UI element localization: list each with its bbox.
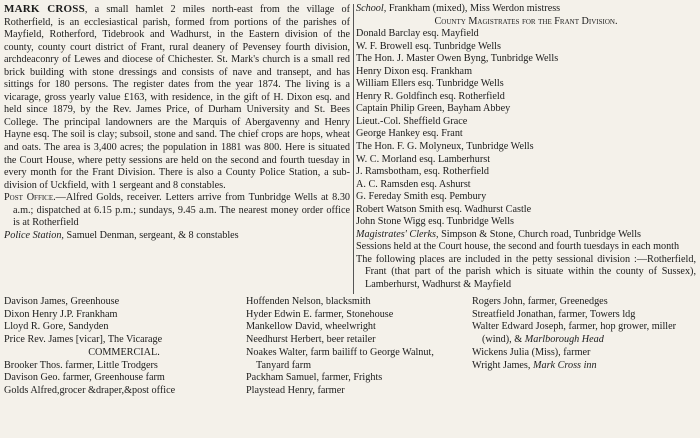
directory-entry-text: Wright James, — [472, 359, 533, 371]
clerks-text: Simpson & Stone, Church road, Tunbridge Wells — [438, 228, 642, 240]
directory-entry-text: Price Rev. James [vicar], The Vicarage — [4, 334, 163, 346]
directory-entry — [4, 385, 244, 398]
directory-entry-text: Playstead Henry, farmer — [246, 384, 345, 396]
directory-column-3 — [472, 296, 698, 372]
directory-entry — [472, 296, 698, 309]
post-office-entry — [4, 192, 350, 230]
police-station-entry — [4, 230, 350, 243]
directory-entry — [246, 347, 468, 372]
petty-sessional-entry: The following places are included in the petty sessional division :—Rotherfield, Frant (that part of the parish which is situate within the county of Sussex), Lamberhurst, Wadhurst & Mayfield — [356, 253, 696, 291]
directory-entry-text: Rogers John, farmer, Greenedges — [472, 296, 608, 307]
directory-entry-text: Packham Samuel, farmer, Frights — [246, 372, 383, 384]
directory-entry — [472, 347, 698, 360]
magistrate-entry: Lieut.-Col. Sheffield Grace — [356, 115, 468, 127]
directory-entry-text: Hyder Edwin E. farmer, Stonehouse — [246, 308, 394, 320]
directory-entry — [4, 296, 244, 309]
directory-entry — [4, 360, 244, 373]
school-text: Frankham (mixed), Miss Werdon mistress — [386, 3, 561, 14]
magistrates-clerks-entry — [356, 229, 696, 242]
directory-entry-italic: Marlborough Head — [524, 334, 604, 346]
directory-entry — [4, 334, 244, 347]
magistrate-entry: W. F. Browell esq. Tunbridge Wells — [356, 40, 501, 52]
magistrate-entry: W. C. Morland esq. Lamberhurst — [356, 153, 491, 165]
directory-entry-text: Lloyd R. Gore, Sandyden — [4, 321, 109, 333]
directory-entry — [246, 296, 468, 309]
directory-entry-text: Mankellow David, wheelwright — [246, 321, 376, 333]
place-name: MARK CROSS — [4, 3, 85, 15]
right-column — [356, 3, 696, 292]
directory-entry-text: Davison Geo. farmer, Greenhouse farm — [4, 372, 165, 384]
magistrate-entry: Donald Barclay esq. Mayfield — [356, 28, 479, 40]
magistrate-entry: Henry R. Goldfinch esq. Rotherfield — [356, 90, 505, 102]
directory-entry — [472, 321, 698, 346]
commercial-heading: COMMERCIAL. — [88, 346, 160, 358]
directory-entry — [4, 321, 244, 334]
magistrate-entry: The Hon. J. Master Owen Byng, Tunbridge Wells — [356, 53, 559, 65]
directory-entry-italic: Mark Cross inn — [533, 359, 597, 371]
magistrate-entry: William Ellers esq. Tunbridge Wells — [356, 78, 504, 90]
parish-intro-text: , a small hamlet 2 miles north-east from the village of Rotherfield, is an ecclesiastical parish, formed from portions of the parishes of Mayfield, Rotherford, Tidebrook and Wadhurst, in the Eastern division of the county, county court district of Frant, rural deanery of Pevensey fourth division, archdeaconry of Lewes and diocese of Chichester. St. Mark's church is a small red brick building with stone dressings and consists of nave and transept, and has sittings for 180 persons. The register dates from the year 1874. The living is a vicarage, gross yearly value £163, with residence, in the gift of H. Dixon esq. and held since 1879, by the Rev. James Price, of Durham University and St. Bees College. The principal landowners are the Marquis of Abergavenny and Henry Hayne esq. The soil is clay; subsoil, stone and sand. The chief crops are hops, wheat and oats. The area is 3,400 acres; the population in 1881 was 800. Here is situated the Court House, where petty sessions are held on the second and fourth tuesday in every month for the Frant Division. There is also a County Police Station, a sub-division of Uckfield, with 1 sergeant and 8 constables. — [4, 4, 350, 191]
left-column — [4, 3, 350, 242]
post-office-text: —Alfred Golds, receiver. Letters arrive from Tunbridge Wells at 8.30 a.m.; dispatched at 6.15 p.m.; sundays, 9.45 a.m. The nearest money order office is at Rotherfield — [13, 192, 351, 229]
directory-entry — [472, 309, 698, 322]
directory-entry — [4, 309, 244, 322]
magistrate-entry: J. Ramsbotham, esq. Rotherfield — [356, 166, 489, 178]
magistrate-entry: Captain Philip Green, Bayham Abbey — [356, 103, 511, 115]
directory-entry — [4, 372, 244, 385]
magistrate-entry: Robert Watson Smith esq. Wadhurst Castle — [356, 203, 532, 215]
directory-entry — [246, 321, 468, 334]
directory-entry-text: Davison James, Greenhouse — [4, 296, 120, 307]
directory-entry-text: Wickens Julia (Miss), farmer — [472, 346, 591, 358]
magistrate-entry: John Stone Wigg esq. Tunbridge Wells — [356, 216, 515, 228]
directory-entry — [246, 372, 468, 385]
directory-entry — [246, 334, 468, 347]
directory-entry-text: Streatfield Jonathan, farmer, Towers ldg — [472, 308, 636, 320]
magistrates-heading: County Magistrates for the Frant Division. — [434, 15, 618, 27]
magistrate-entry: A. C. Ramsden esq. Ashurst — [356, 178, 471, 190]
directory-entry-text: Hoffenden Nelson, blacksmith — [246, 296, 371, 307]
magistrate-entry: G. Fereday Smith esq. Pembury — [356, 191, 487, 203]
directory-entry — [246, 385, 468, 398]
sessions-entry: Sessions held at the Court house, the second and fourth tuesdays in each month — [356, 241, 680, 253]
directory-entry — [472, 360, 698, 373]
directory-entry-text: Walter Edward Joseph, farmer, hop grower, miller (wind), & — [472, 321, 677, 346]
magistrate-entry: George Hankey esq. Frant — [356, 128, 463, 140]
directory-column-1 — [4, 296, 244, 398]
police-station-label: Police Station, — [4, 229, 64, 241]
directory-entry-text: Needhurst Herbert, beer retailer — [246, 334, 376, 346]
directory-entry-text: Dixon Henry J.P. Frankham — [4, 308, 118, 320]
post-office-label: Post Office. — [4, 192, 56, 204]
police-station-text: Samuel Denman, sergeant, & 8 constables — [63, 229, 239, 241]
school-entry — [356, 3, 696, 16]
magistrate-entry: The Hon. F. G. Molyneux, Tunbridge Wells — [356, 141, 534, 153]
directory-entry-text: Golds Alfred,grocer &draper,&post office — [4, 384, 176, 396]
magistrates-list — [356, 28, 696, 229]
directory-entry-text: Brooker Thos. farmer, Little Trodgers — [4, 359, 158, 371]
directory-entry — [246, 309, 468, 322]
parish-description — [4, 3, 350, 192]
school-label: School, — [356, 3, 387, 14]
clerks-label: Magistrates' Clerks, — [356, 228, 439, 240]
directory-entry-text: Noakes Walter, farm bailiff to George Walnut, Tanyard farm — [246, 346, 434, 371]
magistrate-entry: Henry Dixon esq. Frankham — [356, 65, 473, 77]
column-divider — [353, 4, 354, 294]
directory-column-2 — [246, 296, 468, 398]
